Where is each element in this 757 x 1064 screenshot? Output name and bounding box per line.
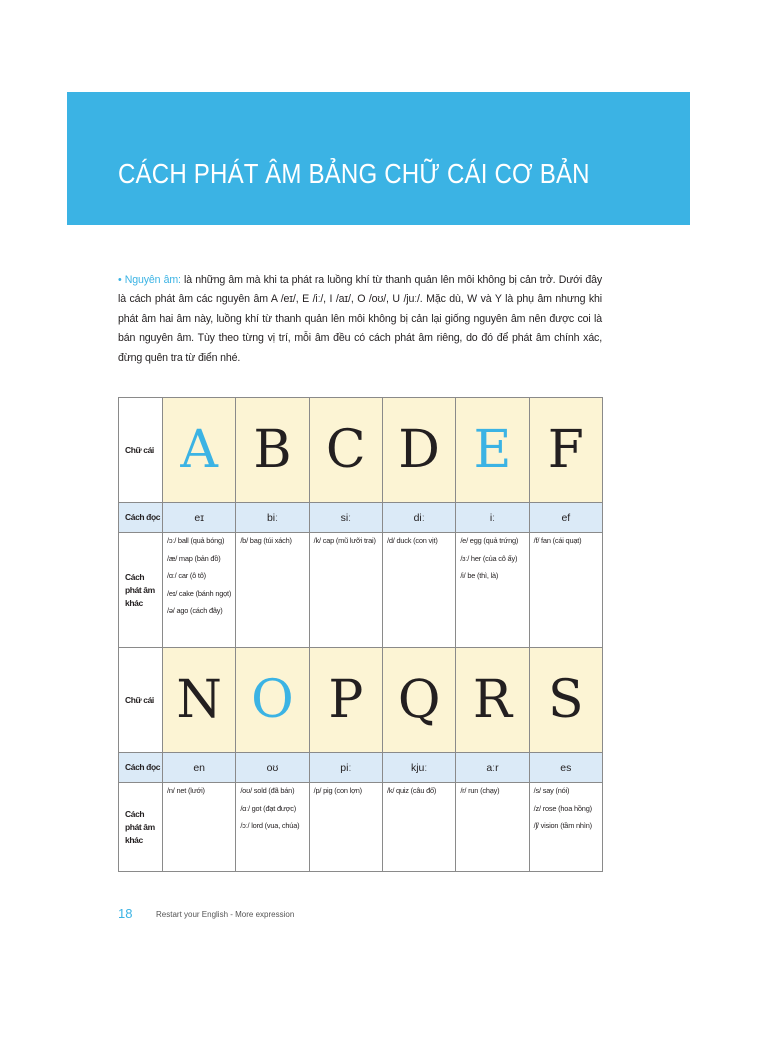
reading-cell-D: diː [382,503,455,533]
other-example: /ɔː/ lord (vua, chúa) [240,821,300,830]
other-example: /e/ egg (quả trứng) [460,536,519,545]
other-example: /z/ rose (hoa hồng) [533,803,592,813]
letter-cell-S: S [529,648,602,753]
other-example: /ʃ/ vision (tầm nhìn) [533,821,592,830]
letter-cell-B: B [236,398,309,503]
letter-cell-Q: Q [382,648,455,753]
other-cell-N [163,783,236,872]
other-row-2 [119,783,603,872]
reading-row-1 [119,503,603,533]
other-example: /k/ cap (mũ lưỡi trai) [313,536,376,545]
title-banner [67,92,690,225]
letter-cell-E: E [456,398,529,503]
reading-cell-R: aːr [456,753,529,783]
other-example: /d/ duck (con vịt) [386,536,438,545]
other-example: /s/ say (nói) [533,786,570,795]
other-example: /n/ net (lưới) [167,786,205,795]
letter-cell-N: N [163,648,236,753]
other-example: /k/ quiz (câu đố) [386,786,437,795]
other-cell-D [382,533,455,648]
other-row-label: Cách phát âm khác [119,533,163,648]
letter-cell-P: P [309,648,382,753]
other-cell-O [236,783,309,872]
letter-row-1 [119,398,603,503]
other-cell-A [163,533,236,648]
reading-cell-N: en [163,753,236,783]
other-example: /eɪ/ cake (bánh ngọt) [167,588,232,598]
other-example: /ɔː/ ball (quả bóng) [167,536,225,545]
other-example: /æ/ map (bản đồ) [167,553,221,563]
reading-cell-F: ef [529,503,602,533]
other-example: /ɜː/ her (của cô ấy) [460,553,518,563]
other-cell-Q [382,783,455,872]
page-number: 18 [118,906,133,921]
other-cell-E [456,533,529,648]
reading-cell-A: eɪ [163,503,236,533]
reading-cell-Q: kjuː [382,753,455,783]
other-example: /p/ pig (con lợn) [313,786,362,795]
letter-row-2 [119,648,603,753]
intro-text: là những âm mà khi ta phát ra luồng khí từ thanh quản lên môi không bị cản trở. Dưới đây là cách phát âm các nguyên âm A /eɪ/, E /iː/, I /aɪ/, O /oʊ/, U /juː/. Mặc dù, W và Y là phụ âm nhưng khi phát âm hai âm này, luồng khí từ thanh quản lên môi không bị cản lại giống nguyên âm nên được coi là bán nguyên âm. Tùy theo từng vị trí, mỗi âm đều có cách phát âm riêng, do đó để phát âm chính xác, đừng quên tra từ điển nhé. [118,273,602,364]
alphabet-table [118,397,603,872]
other-example: /f/ fan (cái quạt) [533,536,582,545]
letter-cell-D: D [382,398,455,503]
page-title: CÁCH PHÁT ÂM BẢNG CHỮ CÁI CƠ BẢN [118,158,590,189]
reading-row-2 [119,753,603,783]
other-example: /i/ be (thì, là) [460,571,499,580]
other-example: /b/ bag (túi xách) [240,536,292,545]
intro-term: Nguyên âm: [124,273,181,286]
letter-row-label: Chữ cái [119,398,163,503]
intro-paragraph [118,271,602,369]
other-cell-C [309,533,382,648]
other-example: /r/ run (chạy) [460,786,500,795]
letter-row-label: Chữ cái [119,648,163,753]
other-cell-S [529,783,602,872]
reading-row-label: Cách đọc [119,753,163,783]
other-example: /oʊ/ sold (đã bán) [240,786,295,795]
letter-cell-O: O [236,648,309,753]
other-row-1 [119,533,603,648]
bullet: • [118,273,122,286]
reading-row-label: Cách đọc [119,503,163,533]
other-cell-F [529,533,602,648]
other-cell-R [456,783,529,872]
reading-cell-S: es [529,753,602,783]
letter-cell-F: F [529,398,602,503]
reading-cell-C: siː [309,503,382,533]
other-cell-B [236,533,309,648]
letter-cell-R: R [456,648,529,753]
reading-cell-O: oʊ [236,753,309,783]
reading-cell-P: piː [309,753,382,783]
letter-cell-C: C [309,398,382,503]
other-row-label: Cách phát âm khác [119,783,163,872]
other-example: /ɑː/ car (ô tô) [167,571,206,580]
book-title: Restart your English - More expression [156,910,295,919]
other-example: /ə/ ago (cách đây) [167,606,223,615]
other-example: /ɑː/ got (đạt được) [240,803,297,813]
letter-cell-A: A [163,398,236,503]
reading-cell-B: biː [236,503,309,533]
reading-cell-E: iː [456,503,529,533]
other-cell-P [309,783,382,872]
